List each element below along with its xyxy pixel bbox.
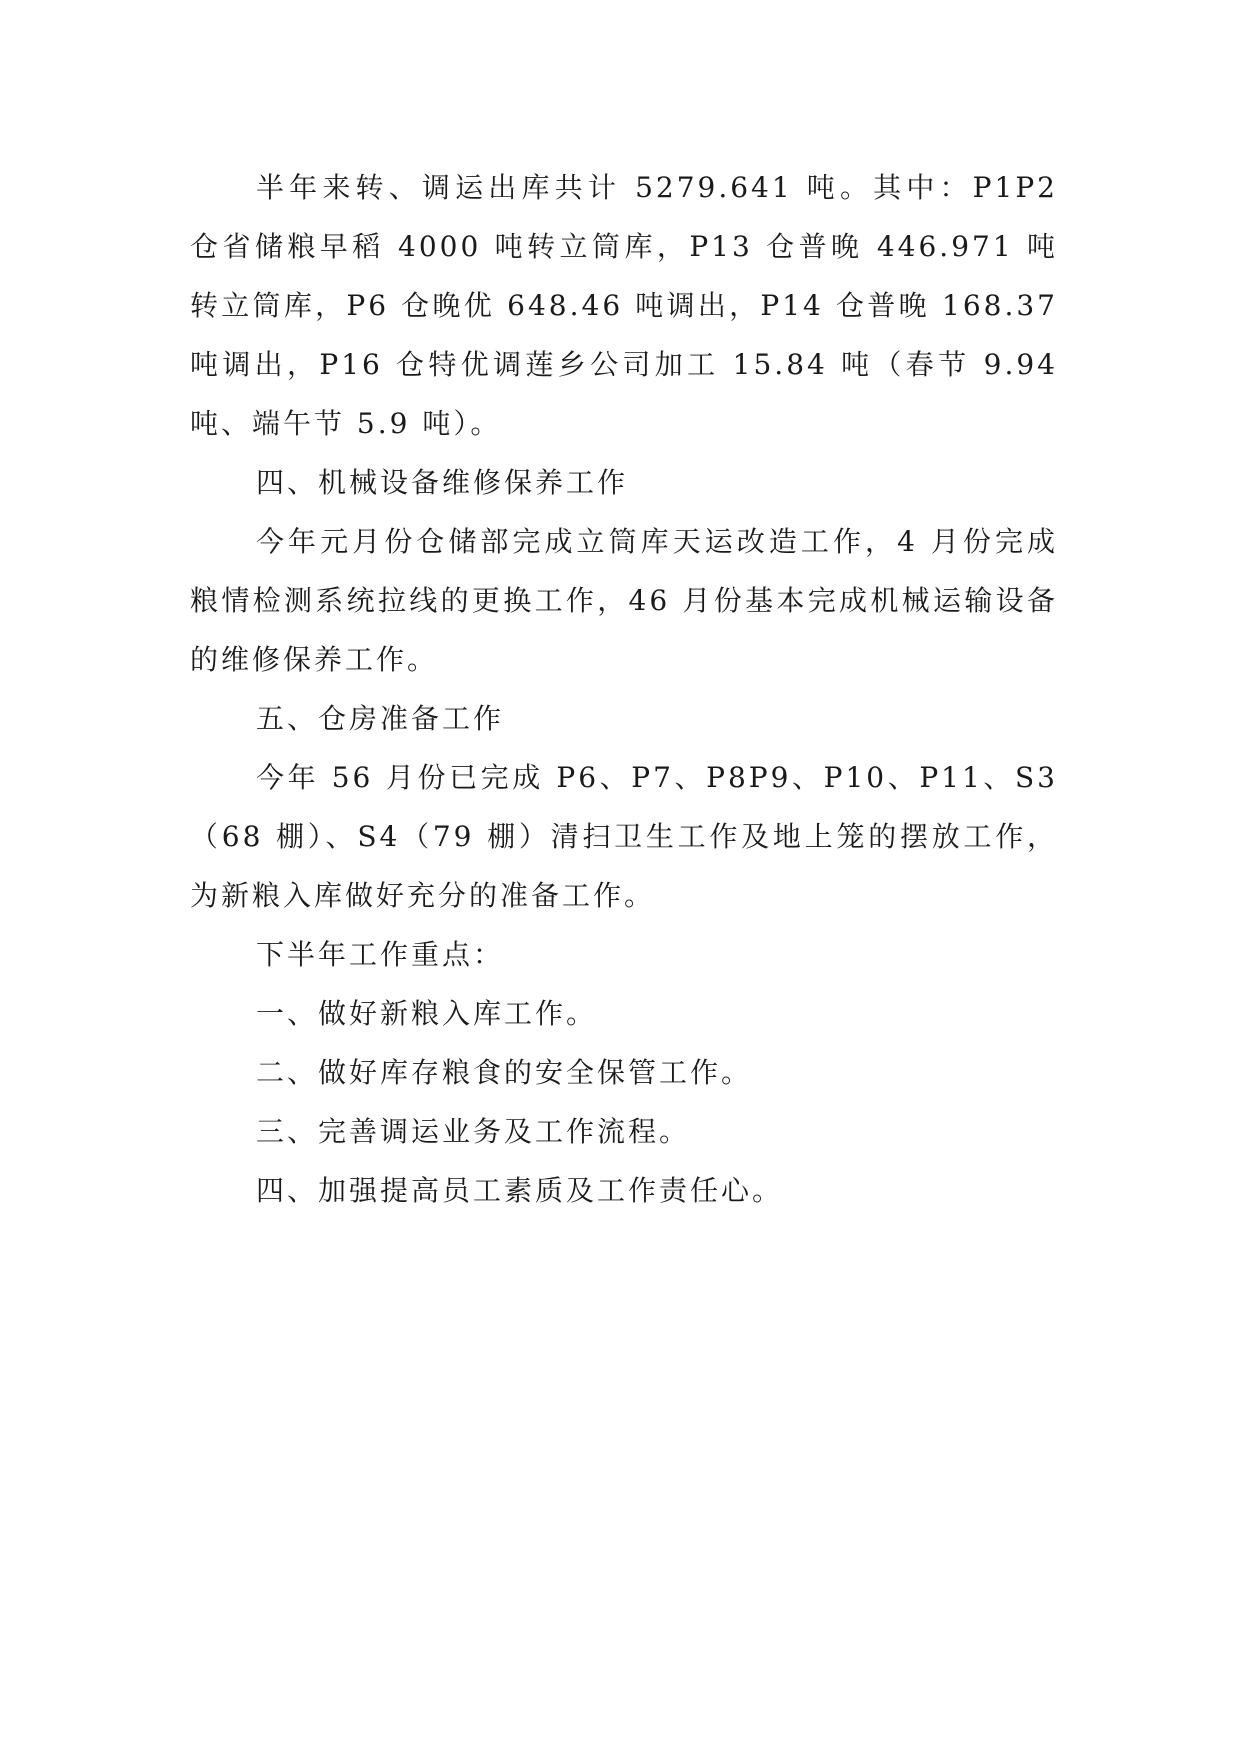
priority-item-4: 四、加强提高员工素质及工作责任心。	[256, 1174, 784, 1207]
document-body	[190, 158, 1058, 1220]
paragraph-warehouse-preparation: 今年 56 月份已完成 P6、P7、P8P9、P10、P11、S3（68 棚）、S4（79 棚）清扫卫生工作及地上笼的摆放工作，为新粮入库做好充分的准备工作。	[190, 761, 1058, 912]
priority-item-3: 三、完善调运业务及工作流程。	[256, 1115, 691, 1148]
priority-item-2: 二、做好库存粮食的安全保管工作。	[256, 1056, 753, 1089]
paragraph-equipment-maintenance: 今年元月份仓储部完成立筒库天运改造工作，4 月份完成粮情检测系统拉线的更换工作，46 月份基本完成机械运输设备的维修保养工作。	[190, 525, 1058, 676]
priority-item-1: 一、做好新粮入库工作。	[256, 997, 598, 1030]
paragraph-outbound-summary: 半年来转、调运出库共计 5279.641 吨。其中：P1P2 仓省储粮早稻 4000 吨转立筒库，P13 仓普晚 446.971 吨转立筒库，P6 仓晚优 648.46 吨调出，P14 仓普晚 168.37 吨调出，P16 仓特优调莲乡公司加工 15.84 吨（春节 9.94 吨、端午节 5.9 吨）。	[190, 171, 1058, 440]
section-heading-second-half-priorities: 下半年工作重点：	[256, 938, 505, 971]
section-heading-equipment-maintenance: 四、机械设备维修保养工作	[256, 466, 629, 499]
section-heading-warehouse-preparation: 五、仓房准备工作	[256, 702, 505, 735]
